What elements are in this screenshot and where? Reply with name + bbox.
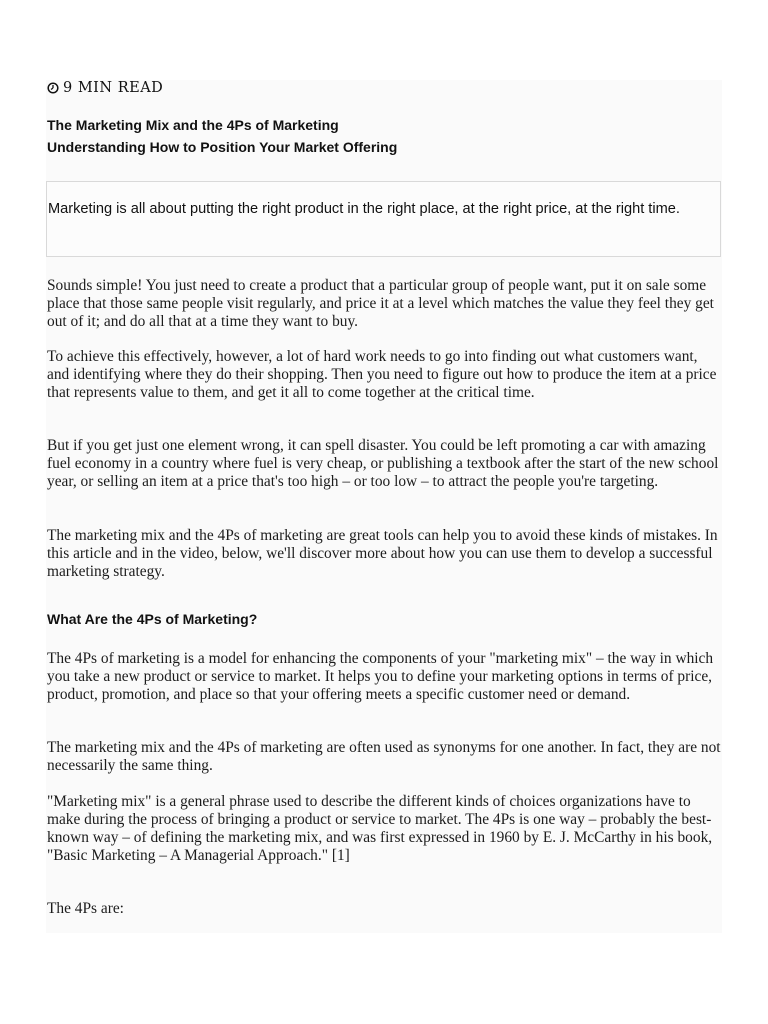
- paragraph: Sounds simple! You just need to create a product that a particular group of people want, put it on sale some place that those same people visit regularly, and price it at a level which matches the value they feel they get out of it; and do all that at a time they want to buy.: [47, 277, 714, 330]
- paragraph: The marketing mix and the 4Ps of marketing are great tools can help you to avoid these kinds of mistakes. In this article and in the video, below, we'll discover more about how you can use them to develop a successful marketing strategy.: [47, 527, 718, 580]
- paragraph: The 4Ps are:: [47, 900, 124, 917]
- paragraph: The 4Ps of marketing is a model for enhancing the components of your "marketing mix" – the way in which you take a new product or service to market. It helps you to define your marketing options in terms of price, product, promotion, and place so that your offering meets a specific customer need or demand.: [47, 650, 714, 703]
- article-subtitle: Understanding How to Position Your Market Offering: [47, 139, 398, 155]
- clock-icon: [47, 82, 59, 94]
- paragraph: "Marketing mix" is a general phrase used to describe the different kinds of choices organizations have to make during the process of bringing a product or service to market. The 4Ps is one way – probably the best-known way – of defining the marketing mix, and was first expressed in 1960 by E. J. McCarthy in his book, "Basic Marketing – A Managerial Approach." [1]: [47, 793, 713, 864]
- article-title: The Marketing Mix and the 4Ps of Marketing: [47, 117, 339, 133]
- paragraph: To achieve this effectively, however, a lot of hard work needs to go into finding out what customers want, and identifying where they do their shopping. Then you need to figure out how to produce the item at a price that represents value to them, and get it all to come together at the critical time.: [47, 348, 717, 401]
- callout-box: [46, 181, 721, 257]
- paragraph: The marketing mix and the 4Ps of marketing are often used as synonyms for one another. In fact, they are not necessarily the same thing.: [47, 739, 721, 774]
- callout-text: Marketing is all about putting the right product in the right place, at the right price, at the right time.: [48, 201, 680, 217]
- section-heading: What Are the 4Ps of Marketing?: [47, 611, 258, 627]
- read-time: [47, 80, 163, 96]
- paragraph: But if you get just one element wrong, it can spell disaster. You could be left promoting a car with amazing fuel economy in a country where fuel is very cheap, or publishing a textbook after the start of the new school year, or selling an item at a price that's too high – or too low – to attract the people you're targeting.: [47, 437, 719, 490]
- read-time-label: 9 MIN READ: [63, 80, 164, 96]
